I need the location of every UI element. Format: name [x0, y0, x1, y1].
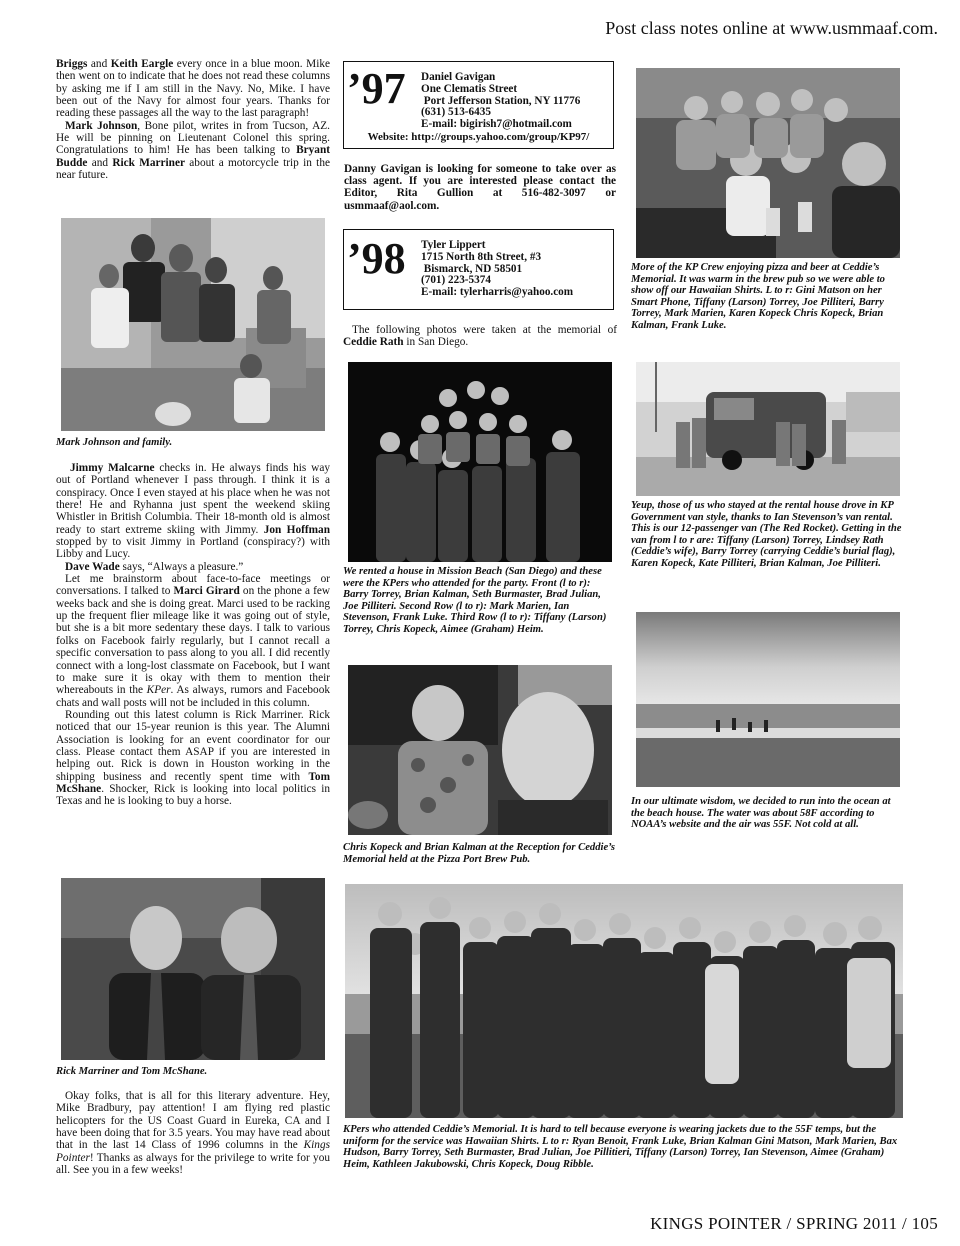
bold-name: Marci Girard [173, 585, 240, 598]
class-year-97: ’97 [347, 64, 406, 113]
class-agent-note: Danny Gavigan is looking for someone to take over as class agent. If you are interested please contact the Editor, Rita Gullion at 516-482-3097 or usmmaaf@aol.com. [344, 163, 616, 212]
text-run: stopped by to visit Jimmy in Portland (conspiracy?) with Libby and Lucy. [56, 536, 330, 561]
text-run: in San Diego. [403, 336, 469, 349]
photo-caption: KPers who attended Ceddie’s Memorial. It is hard to tell because everyone is wearing jackets due to the 55F temps, but the uniform for the service was Hawaiian Shirts. L to r: Ryan Benoit, Frank Luke, Brian Kalman Gini Matson, Mark Marien, Bax Hudson, Barry Torrey, Seth Burmaster, Brad Julian, Joe Pillitieri, Tiffany (Larson) Torrey, Ian Stevenson, Aimee (Graham) Heim, Kathleen Jakubowski, Chris Kopeck, Doug Ribble. [343, 1124, 898, 1170]
text-run: The following photos were taken at the memorial of [352, 324, 617, 336]
paragraph [56, 709, 330, 808]
address-line: Bismarck, ND 58501 [421, 262, 523, 275]
bold-name: Rick Marriner [112, 156, 185, 169]
photo-caption: Yeup, those of us who stayed at the rental house drove in KP Government van style, thanks to Ian Stevenson’s van rental. This is our 12-passenger van (The Red Rocket). Getting in the van from l to r are: Tiffany (Larson) Torrey, Lindsey Rath (Ceddie’s wife), Barry Torrey (carrying Ceddie’s burial flag), Karen Kopeck, Kate Pilliteri, Brian Kalman, Joe Pilliteri. [631, 500, 902, 569]
phone: (701) 223-5374 [421, 274, 491, 287]
bold-name: Bryant Budde [56, 144, 330, 169]
paragraph [56, 58, 330, 120]
paragraph [56, 561, 330, 573]
bold-name: Keith Eargle [110, 58, 174, 70]
class-agent-name: Daniel Gavigan [421, 71, 496, 83]
class-year-98: ’98 [347, 234, 406, 283]
column-2-intro [343, 324, 617, 349]
photo-mission-beach-group [348, 362, 612, 562]
paragraph [56, 1090, 330, 1176]
text-run: Rounding out this latest column is Rick Marriner. Rick noticed that our 15-year reunion is this year. The Alumni Association is looking for an event coordinator for our class. Please contact them ASAP if you are interested in helping out. Rick is down in Houston working in the shipping business and recently spent time with [56, 708, 330, 783]
running-header: Post class notes online at www.usmmaaf.com. [605, 18, 938, 38]
photo-caption: Rick Marriner and Tom McShane. [56, 1066, 208, 1077]
bold-name: Ceddie Rath [343, 336, 404, 349]
italic-text: Kings Pointer [56, 1139, 330, 1164]
column-1-top [56, 58, 330, 181]
photo-kopeck-kalman-reception [348, 665, 612, 835]
running-footer: KINGS POINTER / SPRING 2011 / 105 [650, 1214, 938, 1233]
class-98-contact-box [343, 229, 614, 310]
text-run: on the phone a few weeks back and she is doing great. Marci used to be racking up the frequent flier mileage like it was going out of style, but she is a bit more sedentary these days. I talk to various folks on Facebook fairly regularly, but I cannot recall a specific conversation to pass along to you all. I did recently connect with a long-lost classmate on Facebook, but I want to make sure it is okay with them to mention their whereabouts in the [56, 585, 331, 697]
email-link[interactable]: E-mail: bigirish7@hotmail.com [421, 118, 572, 131]
photo-caption: In our ultimate wisdom, we decided to run into the ocean at the beach house. The water was about 58F according to NOAA’s website and the air was 55F. Not cold at all. [631, 796, 891, 831]
text-run: , Bone pilot, writes in from Tucson, AZ. He will be pinning on Lieutenant Colonel this spring. Congratulations to him! He has been talking to [56, 119, 331, 157]
photo-ocean-run [636, 612, 900, 787]
class-agent-info [421, 72, 580, 131]
bold-name: Mark Johnson [65, 119, 138, 132]
text-run: . Shocker, Rick is looking into local politics in Texas and he is looking to buy a horse. [56, 782, 330, 808]
photo-caption: Mark Johnson and family. [56, 437, 173, 448]
address-line: Port Jefferson Station, NY 11776 [421, 94, 581, 107]
address-line: One Clematis Street [421, 82, 518, 95]
paragraph [56, 120, 330, 182]
column-1-bottom [56, 1090, 330, 1176]
paragraph [56, 573, 330, 709]
photo-caption: We rented a house in Mission Beach (San Diego) and these were the KPers who attended for the party. Front (l to r): Barry Torrey, Brian Kalman, Seth Burmaster, Brad Julian, Joe Pilliteri. Second Row (l to r): Mark Marien, Ian Stevenson, Frank Luke. Third Row (l to r): Tiffany (Larson) Torrey, Chris Kopeck, Aimee (Graham) Heim. [343, 566, 607, 635]
text-run: about a motorcycle trip in the near future. [56, 156, 330, 182]
text-run: every once in a blue moon. Mike then went on to indicate that he does not read these columns by asking me if I am still in the Navy. No, Mike. I have been out of the Navy for almost four years. Thanks for reading these passages all the way to the last paragraph! [56, 58, 330, 120]
text-run: and [87, 156, 113, 169]
address-line: 1715 North 8th Street, #3 [421, 250, 542, 263]
bold-name: Tom McShane [56, 770, 330, 795]
photo-rick-marriner-tom-mcshane [61, 878, 325, 1060]
text-run: says, “Always a pleasure.” [119, 560, 244, 573]
photo-caption: Chris Kopeck and Brian Kalman at the Reception for Ceddie’s Memorial held at the Pizza Port Brew Pub. [343, 842, 616, 865]
text-run: and [87, 58, 111, 70]
italic-text: KPer [146, 684, 171, 697]
bold-name: Dave Wade [65, 560, 120, 573]
paragraph [343, 324, 617, 349]
text-run: checks in. He always finds his way out of Portland whenever I pass through. I think it is a conspiracy. Once I even stayed at his place when he was not there! He and Ryhanna just spent the weekend skiing Whistler in British Columbia. Their 18-month old is almost ready to start extreme skiing with Jimmy. [56, 462, 330, 536]
phone: (631) 513-6435 [421, 106, 491, 119]
text-run: Okay folks, that is all for this literary adventure. Hey, Mike Bradbury, pay attention! I am flying red plastic helicopters for the US Coast Guard in Eureka, CA and I have been doing that for 3.5 years. You may have read about that in the last 14 Class of 1996 columns in the [56, 1090, 330, 1152]
text-run: Let me brainstorm about face-to-face meetings or conversations. I talked to [56, 573, 330, 598]
bold-name: Briggs [56, 58, 88, 70]
photo-caption: More of the KP Crew enjoying pizza and beer at Ceddie’s Memorial. It was warm in the brew pub so we were able to show off our Hawaiian Shirts. L to r: Gini Matson on her Smart Phone, Tiffany (Larson) Torrey, Joe Pilliteri, Barry Torrey, Mark Marien, Karen Kopeck Chris Kopeck, Brian Kalman, Frank Luke. [631, 262, 885, 331]
text-run: . As always, rumors and Facebook chats and wall posts will not be included in this column. [56, 684, 330, 709]
email-link[interactable]: E-mail: tylerharris@yahoo.com [421, 286, 574, 299]
text-run: ! Thanks as always for the privilege to write for you all. See you in a few weeks! [56, 1151, 330, 1177]
bold-name: Jon Hoffman [263, 523, 330, 536]
photo-red-rocket-van [636, 362, 900, 496]
photo-mark-johnson-family [61, 218, 325, 431]
photo-kp-crew-brew-pub [636, 68, 900, 258]
website-link[interactable]: Website: http://groups.yahoo.com/group/KP97/ [367, 131, 590, 143]
class-agent-info [421, 240, 573, 299]
paragraph [56, 462, 330, 561]
class-agent-name: Tyler Lippert [421, 239, 486, 251]
photo-kpers-memorial-group [345, 884, 903, 1118]
class-97-contact-box [343, 61, 614, 149]
bold-name: Jimmy Malcarne [70, 462, 155, 474]
column-1-middle [56, 462, 330, 808]
